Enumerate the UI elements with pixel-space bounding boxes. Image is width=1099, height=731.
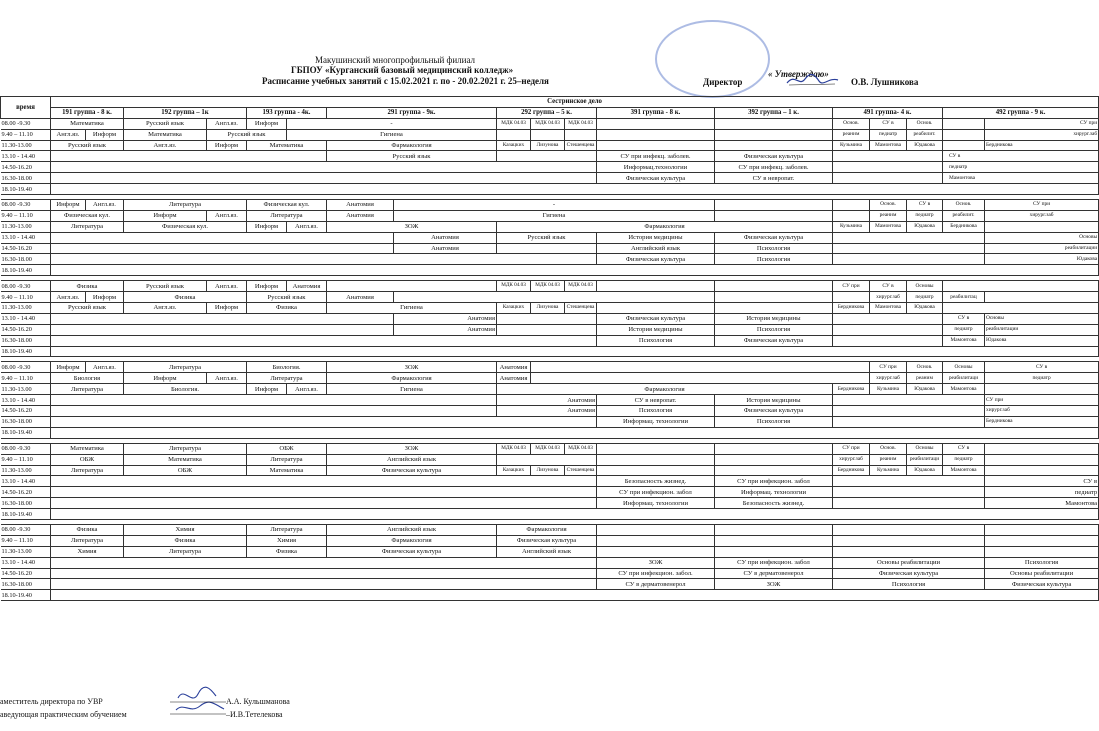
table-row: 18.10-19.40 bbox=[1, 427, 1099, 438]
group-291: 291 группа - 9к. bbox=[327, 107, 497, 118]
table-row: 08.00 -9.30 Информ Англ.яз. Литература Физическая кул. Анатомия - Основ. СУ в Основ. СУ при bbox=[1, 200, 1099, 211]
table-row: 13.10 - 14.40 Анатомия СУ в невропат. История медицины СУ при bbox=[1, 395, 1099, 406]
document-header bbox=[0, 0, 1024, 95]
table-row: 18.10-19.40 bbox=[1, 509, 1099, 520]
table-row: 13.10 - 14.40 Русский язык СУ при инфекц. заболев. Физическая культура СУ в bbox=[1, 151, 1099, 162]
table-row: 16.30-18.00 СУ в дерматовенерол ЗОЖ Психология Физическая культура bbox=[1, 579, 1099, 590]
group-292: 292 группа – 5 к. bbox=[497, 107, 597, 118]
table-row: 11.30-13.00 Литература ОБЖ Математика Физическая культура Казацких Лизунова Стешенцева Бердникова Кузьмина Юдакова Мамонтова bbox=[1, 465, 1099, 476]
deputy-director-label: аместитель директора по УВР bbox=[0, 697, 103, 706]
group-192: 192 группа – 1к bbox=[124, 107, 247, 118]
approve-label: « Утверждаю» bbox=[768, 69, 829, 79]
schedule-table bbox=[0, 96, 1099, 601]
org-name: Макушинский многопрофильный филиал bbox=[315, 55, 476, 65]
table-row: 16.30-18.00 Физическая культура Психология Юдакова bbox=[1, 255, 1098, 263]
table-row: 9.40 – 11.10 Физическая кул. Информ Англ.яз. Литература Анатомия Гигиена реаним педиатр реабилит. хирург.заб bbox=[1, 210, 1099, 221]
table-row: 14.50-16.20 Анатомия История медицины Психология педиатр реабилитации bbox=[1, 324, 1099, 335]
group-191: 191 группа - 8 к. bbox=[51, 107, 124, 118]
table-row: 18.10-19.40 bbox=[1, 590, 1099, 601]
group-491: 491 группа- 4 к. bbox=[833, 107, 943, 118]
deputy-director-name: А.А. Кульшманова bbox=[226, 697, 290, 706]
table-row: 13.10 - 14.40 Анатомия Русский язык История медицины Физическая культура Основы bbox=[1, 234, 1098, 242]
table-row: 14.50-16.20 СУ при инфекцион. забол Информац. технологии педиатр bbox=[1, 488, 1098, 496]
table-row: 9.40 – 11.10 Биология Информ Англ.яз. Литература Фармакология Анатомия хирург.заб реаним реабилитаци педиатр bbox=[1, 373, 1099, 384]
table-row: 18.10-19.40 bbox=[1, 184, 1099, 195]
table-row: 11.30-13.00 Русский язык Англ.яз. Информ Физика Гигиена Казацких Лизунова Стешенцева Бердникова Мамонтова Юдакова bbox=[1, 303, 1099, 314]
table-row: 18.10-19.40 bbox=[1, 265, 1099, 276]
director-signature bbox=[785, 71, 840, 89]
college-name: ГБПОУ «Курганский базовый медицинский колледж» bbox=[291, 65, 514, 75]
table-row: 14.50-16.20 Анатомия Английский язык Психология реабилитации bbox=[1, 245, 1098, 253]
table-row: 16.30-18.00 Информац. технологии Психология Бердникова bbox=[1, 416, 1099, 427]
schedule-title: Расписание учебных занятий с 15.02.2021 г. по - 20.02.2021 г. 25–неделя bbox=[262, 76, 549, 86]
table-row: 14.50-16.20 Информац.технологии СУ при инфекц. заболев. педиатр bbox=[1, 162, 1099, 173]
group-193: 193 группа - 4к. bbox=[247, 107, 327, 118]
table-row: 11.30-13.00 Литература Физическая кул. Информ Англ.яз. ЗОЖ Фармакология Кузьмина Мамонтова Юдакова Бердникова bbox=[1, 221, 1099, 232]
footer-signatures bbox=[170, 684, 230, 716]
table-row: 14.50-16.20 Анатомия Психология Физическая культура хирург.заб bbox=[1, 406, 1099, 417]
group-391: 391 группа - 8 к. bbox=[597, 107, 715, 118]
table-row: 9.40 – 11.10 Англ.яз. Информ Математика Русский язык Гигиена реаним педиатр реабилит. хирург.заб bbox=[1, 131, 1098, 139]
practice-head-label: аведующая практическим обучением bbox=[0, 710, 127, 719]
table-row: 9.40 – 11.10 Англ.яз. Информ Физика Русский язык Анатомия хирург.заб педиатр реабилитац bbox=[1, 292, 1099, 303]
table-row: 9.40 – 11.10 ОБЖ Математика Литература Английский язык хирург.заб реаним реабилитаци педиатр bbox=[1, 454, 1099, 465]
director-label: Директор bbox=[703, 77, 743, 87]
table-row: 16.30-18.00 Психология Физическая культура Мамонтова Юдакова bbox=[1, 335, 1099, 346]
practice-head-name: –И.В.Тетелекова bbox=[226, 710, 283, 719]
table-row: 13.10 - 14.40 Анатомия Физическая культура История медицины СУ в Основы bbox=[1, 313, 1099, 324]
table-row: 11.30-13.00 Литература Биология. Информ Англ.яз. Гигиена Фармакология Бердникова Кузьмина Юдакова Мамонтова bbox=[1, 384, 1099, 395]
table-row: 14.50-16.20 СУ при инфекцион. забол. СУ в дерматовенерол Физическая культура Основы реабилитации bbox=[1, 568, 1099, 579]
table-row: 18.10-19.40 bbox=[1, 346, 1099, 357]
table-row: 13.10 - 14.40 Безопасность жизнед. СУ при инфекцион. забол СУ в bbox=[1, 477, 1098, 485]
table-row: 11.30-13.00 Русский язык Англ.яз. Информ Математика Фармакология Казацких Лизунова Стешенцева Кузьмина Мамонтова Юдакова Бердникова bbox=[1, 140, 1099, 151]
dept-header: Сестринское дело bbox=[51, 97, 1099, 108]
table-row: 16.30-18.00 Физическая культура СУ в невропат. Мамонтова bbox=[1, 173, 1099, 184]
table-row: 08.00 -9.30 Физика Химия Литература Английский язык Фармакология bbox=[1, 524, 1099, 535]
table-row: 13.10 - 14.40 ЗОЖ СУ при инфекцион. забол Основы реабилитации Психология bbox=[1, 557, 1099, 568]
table-row: 08.00 -9.30 Физика Русский язык Англ.яз. Информ Анатомия МДК 04.03 МДК 04.03 МДК 04.03 СУ при СУ в Основы bbox=[1, 281, 1099, 292]
group-392: 392 группа – 1 к. bbox=[715, 107, 833, 118]
table-row: 08.00 -9.30 Математика Русский язык Англ.яз. Информ - МДК 04.03 МДК 04.03 МДК 04.03 Основ. СУ в Основ. СУ при bbox=[1, 119, 1098, 128]
time-header: время bbox=[1, 97, 51, 119]
table-row: 08.00 -9.30 Информ Англ.яз. Литература Биология. ЗОЖ Анатомия СУ при Основ. Основы СУ в bbox=[1, 362, 1099, 373]
table-row: 9.40 – 11.10 Литература Физика Химия Фармакология Физическая культура bbox=[1, 535, 1099, 546]
table-row: 08.00 -9.30 Математика Литература ОБЖ ЗОЖ МДК 04.03 МДК 04.03 МДК 04.03 СУ при Основ. Основы СУ в bbox=[1, 443, 1099, 454]
table-row: 16.30-18.00 Информац. технологии Безопасность жизнед. Мамонтова bbox=[1, 499, 1098, 507]
table-row: 11.30-13.00 Химия Литература Физика Физическая культура Английский язык bbox=[1, 546, 1099, 557]
group-492: 492 группа - 9 к. bbox=[943, 107, 1099, 118]
director-name: О.В. Лушникова bbox=[851, 77, 919, 87]
